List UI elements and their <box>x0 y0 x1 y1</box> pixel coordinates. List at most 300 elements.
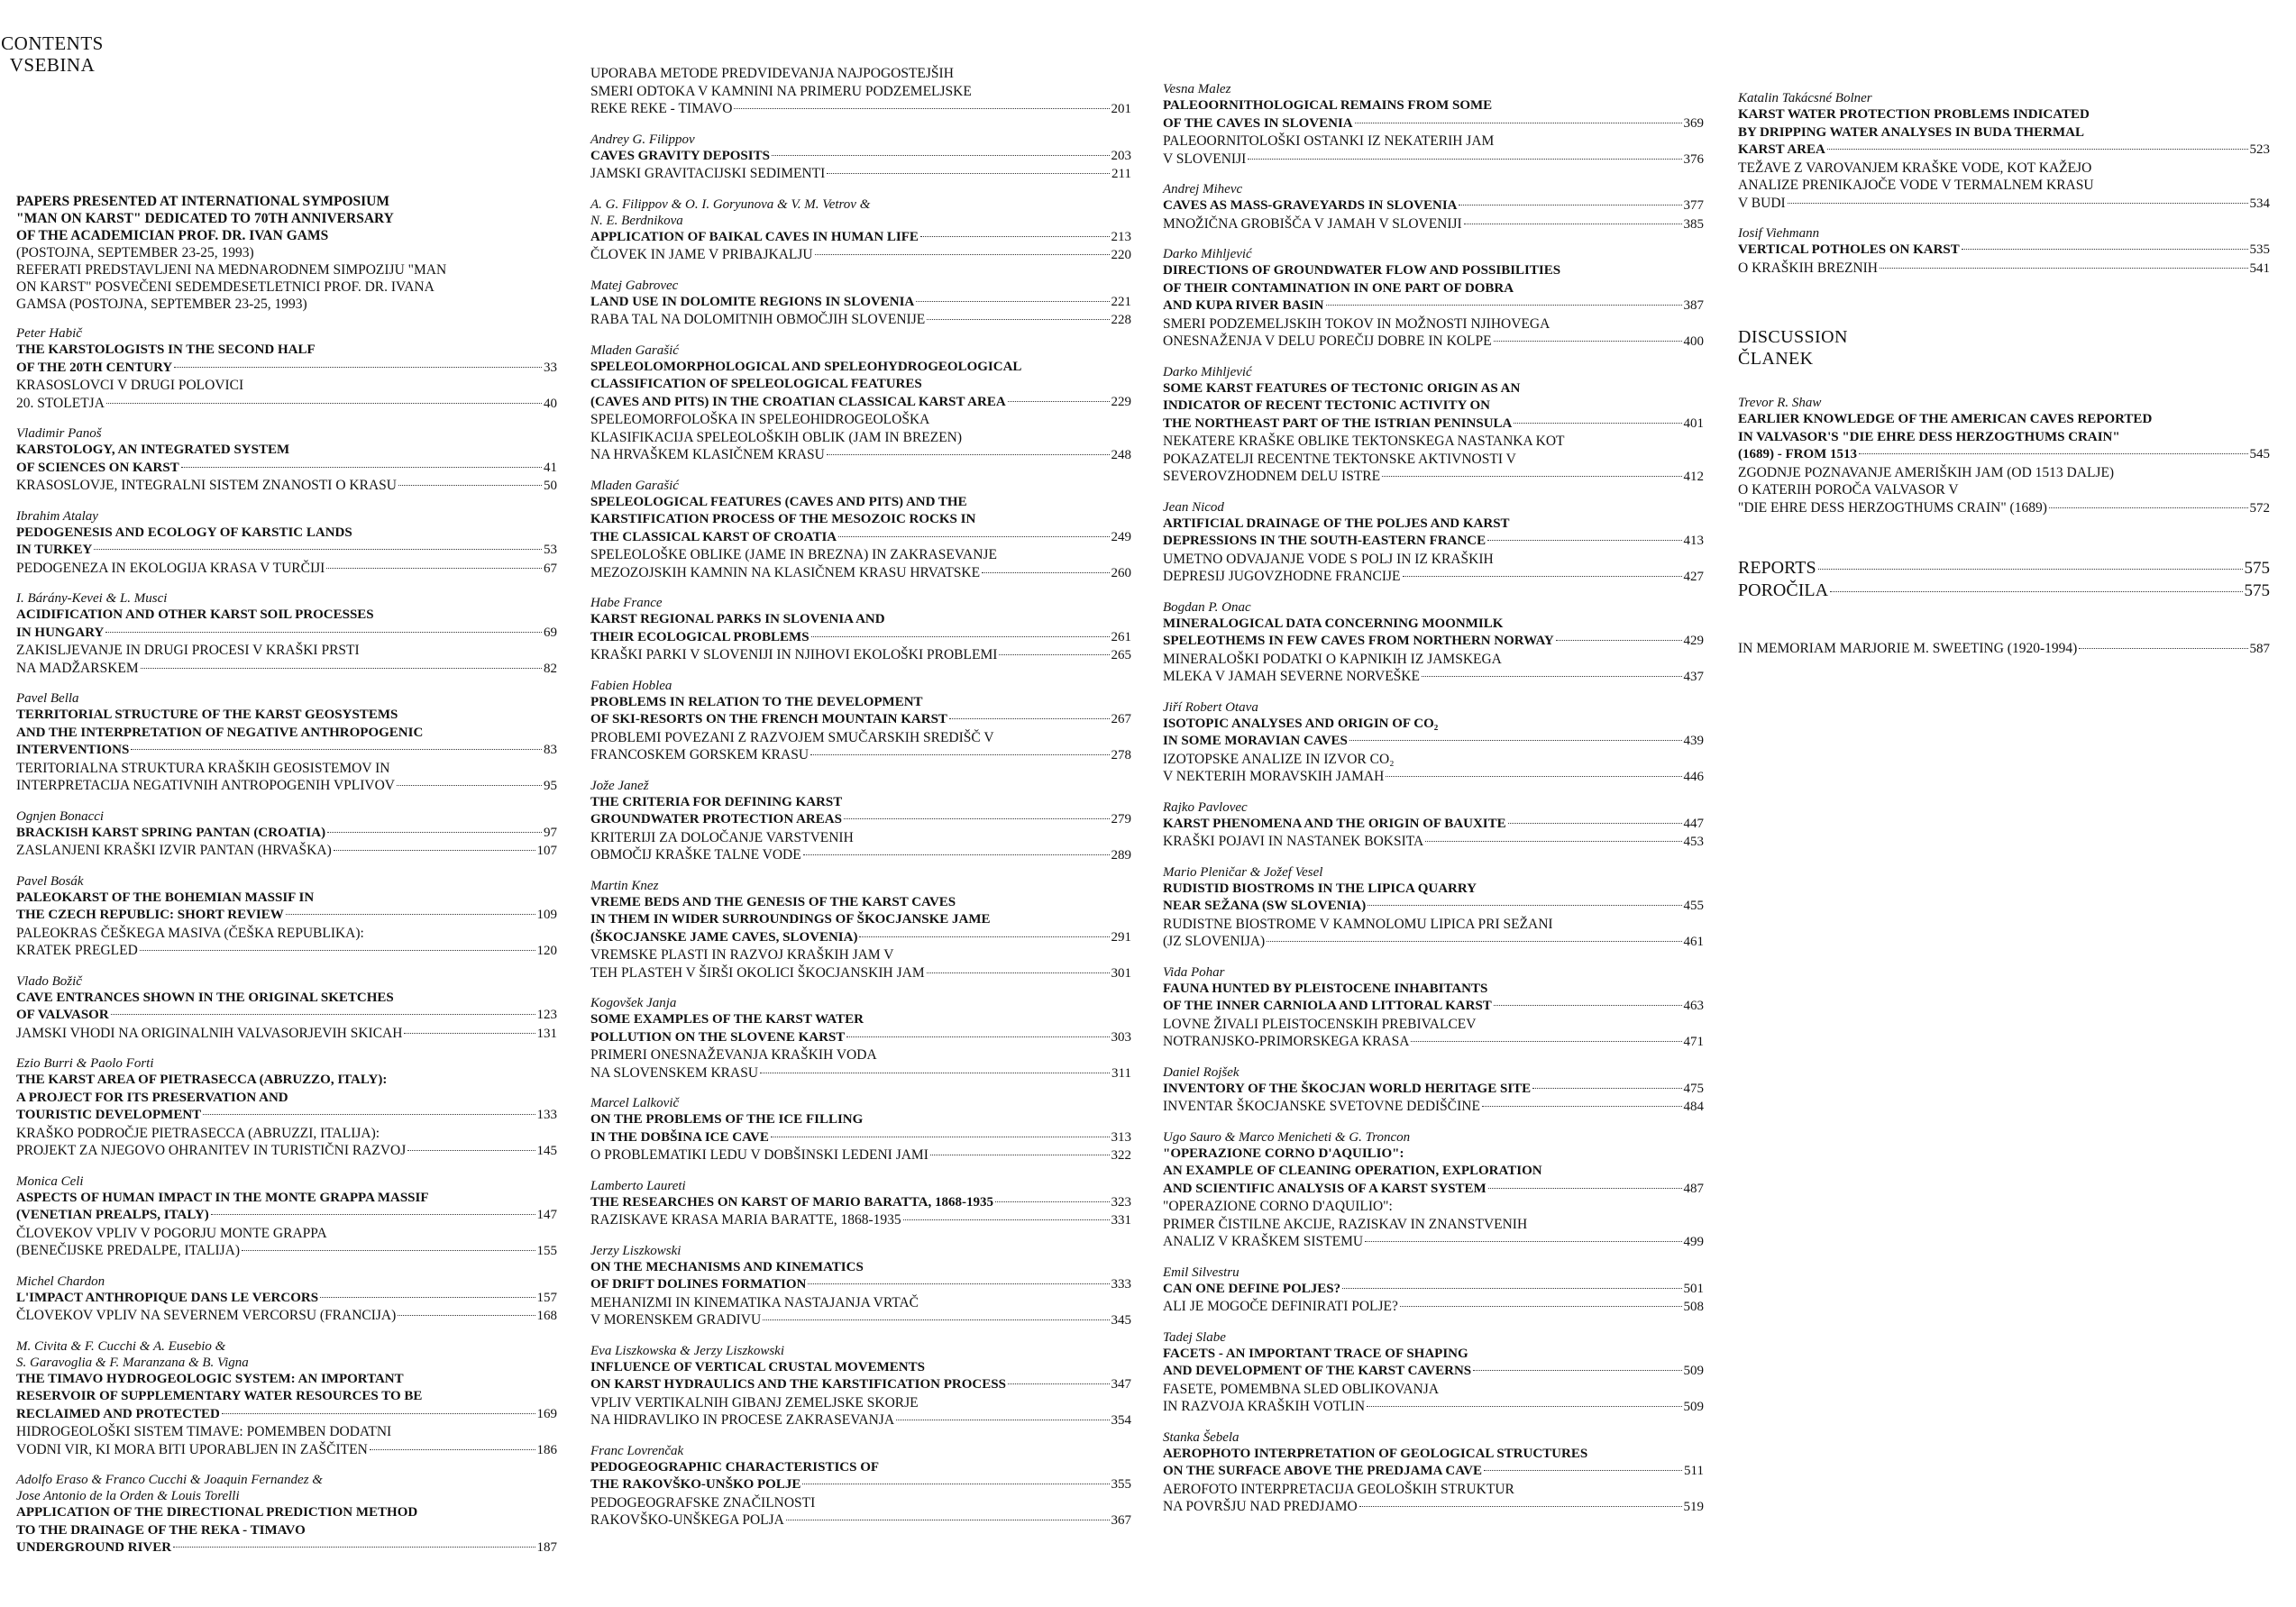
dot-leader <box>174 367 542 368</box>
entry-title-line[interactable] <box>1163 1181 1704 1199</box>
entry-title-line[interactable] <box>16 1207 557 1225</box>
line-text: AND THE INTERPRETATION OF NEGATIVE ANTHROPOGENIC <box>16 725 424 740</box>
page-number: 33 <box>544 360 557 375</box>
line-text: IN SOME MORAVIAN CAVES <box>1163 734 1348 748</box>
entry-title-line[interactable] <box>16 1290 557 1308</box>
line-text: (JZ SLOVENIJA) <box>1163 934 1266 949</box>
entry-translation-line[interactable] <box>16 942 557 961</box>
toc-entry <box>16 973 557 1044</box>
entry-author: Ibrahim Atalay <box>16 508 98 524</box>
entry-translation-line[interactable] <box>1163 768 1704 787</box>
line-text: AND KUPA RIVER BASIN <box>1163 298 1324 313</box>
entry-title-line <box>1163 1446 1704 1464</box>
entry-title-line[interactable] <box>1163 998 1704 1016</box>
discussion-heading-sl: ČLANEK <box>1738 349 1814 369</box>
entry-author: Mladen Garašić <box>590 342 679 358</box>
entry-title-line[interactable] <box>1163 1081 1704 1099</box>
entry-title-line[interactable] <box>1163 633 1704 651</box>
line-text: EARLIER KNOWLEDGE OF THE AMERICAN CAVES REPORTED <box>1738 412 2153 426</box>
line-text: KARSTIFICATION PROCESS OF THE MESOZOIC ROCKS IN <box>590 512 976 526</box>
entry-translation-line[interactable] <box>16 842 557 861</box>
line-text: POLLUTION ON THE SLOVENE KARST <box>590 1029 846 1045</box>
entry-translation-line[interactable] <box>590 564 1131 583</box>
page-number: 291 <box>1111 929 1131 945</box>
intro-en-line: OF THE ACADEMICIAN PROF. DR. IVAN GAMS <box>16 228 329 243</box>
toc-entry <box>590 132 1131 184</box>
entry-author: Lamberto Laureti <box>590 1178 686 1193</box>
page-number: 213 <box>1111 229 1131 244</box>
toc-entry <box>590 1095 1131 1165</box>
entry-title-line[interactable] <box>590 1029 1131 1047</box>
entry-author: N. E. Berdnikova <box>590 213 683 228</box>
entry-title-line[interactable] <box>16 825 557 843</box>
entry-translation-line[interactable] <box>590 1411 1131 1430</box>
line-text: 20. STOLETJA <box>16 395 105 411</box>
line-text: KARST REGIONAL PARKS IN SLOVENIA AND <box>590 612 885 626</box>
dot-leader <box>407 1150 535 1151</box>
page-number: 575 <box>2244 559 2270 578</box>
line-text: OF DRIFT DOLINES FORMATION <box>590 1277 807 1292</box>
entry-title-line[interactable] <box>590 711 1131 729</box>
line-text: PALEOORNITHOLOGICAL REMAINS FROM SOME <box>1163 98 1493 113</box>
line-text: NOTRANJSKO-PRIMORSKEGA KRASA <box>1163 1034 1410 1049</box>
entry-translation-line <box>590 729 1131 747</box>
entry-title-line <box>1163 981 1704 999</box>
entry-author: I. Bárány-Kevei & L. Musci <box>16 591 168 606</box>
entry-translation-line[interactable] <box>590 1146 1131 1165</box>
line-text: PROJEKT ZA NJEGOVO OHRANITEV IN TURISTIČNI RAZVOJ <box>16 1143 407 1158</box>
line-text: FACETS - AN IMPORTANT TRACE OF SHAPING <box>1163 1346 1468 1361</box>
entry-title-line <box>16 1072 557 1090</box>
page-number: 155 <box>536 1244 557 1258</box>
line-text: THE KARST AREA OF PIETRASECCA (ABRUZZO, ITALY): <box>16 1073 388 1087</box>
entry-title-line[interactable] <box>16 1007 557 1025</box>
entry-author: A. G. Filippov & O. I. Goryunova & V. M. Vetrov & <box>590 196 871 212</box>
dot-leader <box>1400 1306 1682 1307</box>
entry-translation-line <box>590 946 1131 964</box>
line-text: KRITERIJI ZA DOLOČANJE VARSTVENIH <box>590 829 854 845</box>
line-text: APPLICATION OF THE DIRECTIONAL PREDICTION METHOD <box>16 1505 418 1520</box>
line-text: (VENETIAN PREALPS, ITALY) <box>16 1208 209 1222</box>
entry-author: Martin Knez <box>590 878 659 893</box>
page-number: 412 <box>1683 470 1704 484</box>
entry-title-line[interactable] <box>590 1376 1131 1394</box>
entry-translation-line <box>590 546 1131 564</box>
dot-leader <box>397 785 542 786</box>
toc-entry <box>590 478 1131 583</box>
entry-title-line[interactable] <box>590 929 1131 947</box>
toc-entry <box>590 1343 1131 1430</box>
entry-translation-line[interactable] <box>1163 833 1704 852</box>
entry-title-line[interactable] <box>16 542 557 560</box>
entry-title-line[interactable] <box>1738 142 2270 160</box>
page-number: 333 <box>1111 1277 1131 1292</box>
entry-title-line <box>1163 280 1704 298</box>
line-text: OF THEIR CONTAMINATION IN ONE PART OF DOBRA <box>1163 280 1514 296</box>
entry-author: Pavel Bosák <box>16 873 84 889</box>
entry-title-line[interactable] <box>590 1194 1131 1212</box>
entry-author: Ugo Sauro & Marco Menicheti & G. Troncon <box>1163 1129 1411 1145</box>
dot-leader <box>844 818 1110 819</box>
entry-translation-line[interactable] <box>1163 568 1704 587</box>
line-text: NA SLOVENSKEM KRASU <box>590 1064 759 1081</box>
entry-translation-line <box>1163 451 1704 469</box>
entry-title-line <box>1163 262 1704 280</box>
page-number: 387 <box>1683 298 1704 313</box>
line-text: ON THE MECHANISMS AND KINEMATICS <box>590 1259 864 1274</box>
entry-translation-line[interactable] <box>1163 1033 1704 1052</box>
line-text: (CAVES AND PITS) IN THE CROATIAN CLASSICAL KARST AREA <box>590 394 1006 409</box>
dot-leader <box>131 749 542 750</box>
entry-translation-line[interactable] <box>590 165 1131 184</box>
page-number: 475 <box>1683 1081 1704 1096</box>
entry-title-line <box>16 342 557 360</box>
entry-title-line[interactable] <box>1163 297 1704 315</box>
entry-translation-line <box>1163 1016 1704 1034</box>
toc-entry <box>590 65 1131 119</box>
entry-translation-line[interactable] <box>1163 1298 1704 1317</box>
entry-translation-line <box>16 925 557 943</box>
entry-title-line[interactable] <box>1163 1363 1704 1381</box>
line-text: IN HUNGARY <box>16 625 105 640</box>
entry-title-line <box>1163 616 1704 634</box>
dot-leader <box>370 1449 535 1450</box>
entry-author: Ezio Burri & Paolo Forti <box>16 1056 154 1071</box>
toc-entry <box>16 1274 557 1326</box>
line-text: IZOTOPSKE ANALIZE IN IZVOR CO₂ <box>1163 751 1395 767</box>
entry-translation-line[interactable] <box>16 660 557 679</box>
line-text: V BUDI <box>1738 195 1786 211</box>
reports-line-sl[interactable] <box>1738 580 2270 602</box>
dot-leader <box>734 108 1109 109</box>
line-text: O PROBLEMATIKI LEDU V DOBŠINSKI LEDENI JAMI <box>590 1147 928 1163</box>
entry-title-line[interactable] <box>1738 446 2270 464</box>
entry-translation-line[interactable] <box>16 777 557 796</box>
page-number: 265 <box>1111 648 1131 662</box>
page-number: 40 <box>544 396 557 411</box>
line-text: IN RAZVOJA KRAŠKIH VOTLIN <box>1163 1399 1366 1414</box>
line-text: ZASLANJENI KRAŠKI IZVIR PANTAN (HRVAŠKA) <box>16 843 332 858</box>
line-text: OF SCIENCES ON KARST <box>16 460 179 475</box>
line-text: AEROFOTO INTERPRETACIJA GEOLOŠKIH STRUKTUR <box>1163 1481 1514 1497</box>
intro-sl-line: GAMSA (POSTOJNA, SEPTEMBER 23-25, 1993) <box>16 297 307 312</box>
page-number: 53 <box>544 543 557 557</box>
page-number: 187 <box>536 1540 557 1555</box>
line-text: A PROJECT FOR ITS PRESERVATION AND <box>16 1090 288 1105</box>
dot-leader <box>141 668 542 669</box>
page-number: 95 <box>544 779 557 793</box>
line-text: INDICATOR OF RECENT TECTONIC ACTIVITY ON <box>1163 398 1490 413</box>
entry-author: Pavel Bella <box>16 691 79 706</box>
entry-translation-line[interactable] <box>1163 668 1704 687</box>
entry-author: Eva Liszkowska & Jerzy Liszkowski <box>590 1343 784 1358</box>
line-text: KRAŠKI PARKI V SLOVENIJI IN NJIHOVI EKOLOŠKI PROBLEMI <box>590 647 998 662</box>
line-text: MLEKA V JAMAH SEVERNE NORVEŠKE <box>1163 669 1420 684</box>
entry-translation-line[interactable] <box>590 846 1131 865</box>
entry-title-line <box>16 725 557 743</box>
entry-title-line[interactable] <box>16 1406 557 1424</box>
memoriam-label: IN MEMORIAM MARJORIE M. SWEETING (1920-1994) <box>1738 641 2078 656</box>
entry-translation-line[interactable] <box>590 646 1131 665</box>
line-text: TEH PLASTEH V ŠIRŠI OKOLICI ŠKOCJANSKIH JAM <box>590 964 925 981</box>
entry-author: Jose Antonio de la Orden & Louis Torelli <box>16 1489 240 1503</box>
entry-translation-line[interactable] <box>1738 260 2270 278</box>
line-text: PEDOGEOGRAFSKE ZNAČILNOSTI <box>590 1494 816 1511</box>
entry-translation-line[interactable] <box>590 1064 1131 1083</box>
toc-entry <box>1163 1064 1704 1117</box>
toc-entry <box>16 1472 557 1557</box>
page-number: 260 <box>1111 565 1131 580</box>
page-number: 145 <box>536 1144 557 1158</box>
entry-author: Tadej Slabe <box>1163 1329 1226 1345</box>
entry-title-line <box>590 894 1131 912</box>
toc-entry <box>590 196 1131 265</box>
entry-translation-line[interactable] <box>16 1441 557 1460</box>
entry-translation-line[interactable] <box>1163 151 1704 169</box>
page-number: 323 <box>1111 1194 1131 1210</box>
entry-translation-line[interactable] <box>590 1511 1131 1530</box>
entry-translation-line <box>590 65 1131 83</box>
entry-translation-line[interactable] <box>1163 1398 1704 1417</box>
entry-title-line[interactable] <box>1163 733 1704 751</box>
dot-leader <box>1827 149 2248 150</box>
line-text: NA HRVAŠKEM KLASIČNEM KRASU <box>590 447 825 462</box>
entry-translation-line[interactable] <box>1163 215 1704 234</box>
entry-title-line[interactable] <box>1163 816 1704 834</box>
line-text: SPELEOLOMORPHOLOGICAL AND SPELEOHYDROGEOLOGICAL <box>590 359 1022 374</box>
page-number: 67 <box>544 561 557 576</box>
entry-translation-line[interactable] <box>16 560 557 579</box>
entry-translation-line[interactable] <box>16 1025 557 1044</box>
page-number: 331 <box>1111 1213 1131 1228</box>
entry-title-line[interactable] <box>16 625 557 643</box>
line-text: PEDOGENEZA IN EKOLOGIJA KRASA V TURČIJI <box>16 560 325 576</box>
entry-translation-line[interactable] <box>16 1242 557 1261</box>
line-text: ACIDIFICATION AND OTHER KARST SOIL PROCESSES <box>16 607 374 622</box>
line-text: CAN ONE DEFINE POLJES? <box>1163 1281 1341 1296</box>
line-text: FRANCOSKEM GORSKEM KRASU <box>590 747 810 762</box>
line-text: ASPECTS OF HUMAN IMPACT IN THE MONTE GRAPPA MASSIF <box>16 1190 429 1205</box>
entry-title-line <box>590 511 1131 529</box>
entry-title-line <box>16 1504 557 1522</box>
entry-title-line[interactable] <box>16 360 557 378</box>
reports-line[interactable] <box>1738 557 2270 580</box>
entry-author: Jože Janež <box>590 778 649 793</box>
entry-title-line[interactable] <box>590 229 1131 247</box>
dot-leader <box>1411 1041 1681 1042</box>
toc-entry <box>1163 1265 1704 1317</box>
entry-translation-line <box>1163 315 1704 333</box>
entry-translation-line[interactable] <box>590 100 1131 119</box>
page-number: 509 <box>1683 1400 1704 1414</box>
entry-title-line <box>16 607 557 625</box>
entry-translation-line[interactable] <box>1738 195 2270 214</box>
toc-entry <box>590 1243 1131 1330</box>
entry-title-line[interactable] <box>590 1129 1131 1147</box>
dot-leader <box>1473 1370 1681 1371</box>
entry-title-line[interactable] <box>16 907 557 925</box>
dot-leader <box>1962 249 2248 250</box>
entry-title-line[interactable] <box>16 742 557 760</box>
entry-translation-line <box>1738 464 2270 482</box>
toc-entry <box>590 778 1131 865</box>
entry-translation-line <box>590 429 1131 447</box>
dot-leader <box>846 1036 1109 1037</box>
line-text: INTERVENTIONS <box>16 743 130 757</box>
dot-leader <box>334 850 535 851</box>
page-number: 463 <box>1683 999 1704 1013</box>
entry-translation-line[interactable] <box>590 446 1131 465</box>
page-number: 439 <box>1683 734 1704 748</box>
entry-title-line <box>16 707 557 725</box>
page-number: 413 <box>1683 534 1704 548</box>
line-text: VERTICAL POTHOLES ON KARST <box>1738 242 1960 257</box>
line-text: BRACKISH KARST SPRING PANTAN (CROATIA) <box>16 825 326 840</box>
entry-translation-line[interactable] <box>1163 933 1704 952</box>
page-number: 168 <box>536 1309 557 1323</box>
entry-translation-line <box>590 1046 1131 1064</box>
line-text: KRATEK PREGLED <box>16 943 138 958</box>
page-number: 446 <box>1683 770 1704 784</box>
page-number: 313 <box>1111 1129 1131 1145</box>
entry-title-line[interactable] <box>590 529 1131 547</box>
entry-title-line <box>1163 716 1704 734</box>
entry-title-line[interactable] <box>590 1476 1131 1494</box>
toc-entry <box>16 425 557 496</box>
column-3 <box>1163 0 1704 1529</box>
line-text: ON THE SURFACE ABOVE THE PREDJAMA CAVE <box>1163 1464 1482 1478</box>
dot-leader <box>1359 1506 1682 1507</box>
entry-title-line[interactable] <box>590 394 1131 412</box>
entry-translation-line[interactable] <box>1163 333 1704 352</box>
entry-title-line[interactable] <box>1163 1281 1704 1299</box>
entry-title-line[interactable] <box>16 1539 557 1557</box>
entry-title-line <box>590 1011 1131 1029</box>
entry-title-line <box>1163 97 1704 115</box>
entry-author: Habe France <box>590 596 663 610</box>
entry-title-line[interactable] <box>590 1276 1131 1294</box>
entry-title-line[interactable] <box>590 294 1131 312</box>
line-text: RABA TAL NA DOLOMITNIH OBMOČJIH SLOVENIJE <box>590 312 926 327</box>
toc-entry <box>1738 225 2270 278</box>
entry-translation-line <box>1163 1481 1704 1499</box>
entry-translation-line[interactable] <box>16 395 557 414</box>
entry-translation-line[interactable] <box>590 246 1131 265</box>
entry-title-line[interactable] <box>590 148 1131 166</box>
entry-title-line[interactable] <box>16 460 557 478</box>
dot-leader <box>1482 1106 1682 1107</box>
entry-translation-line[interactable] <box>1163 1098 1704 1117</box>
dot-leader <box>1342 1288 1681 1289</box>
entry-title-line[interactable] <box>1163 533 1704 551</box>
entry-title-line[interactable] <box>1163 415 1704 434</box>
page-number: 367 <box>1111 1513 1131 1528</box>
toc-entry <box>1163 1329 1704 1417</box>
entry-author: Franc Lovrenčak <box>590 1443 684 1458</box>
page-number: 427 <box>1683 570 1704 584</box>
entry-translation-line[interactable] <box>16 1142 557 1161</box>
entry-title-line[interactable] <box>1163 197 1704 215</box>
dot-leader <box>1859 453 2247 454</box>
discussion-heading: DISCUSSION <box>1738 327 1848 347</box>
line-text: SPELEOLOGICAL FEATURES (CAVES AND PITS) AND THE <box>590 494 967 509</box>
dot-leader <box>203 1114 535 1115</box>
entry-translation-line <box>590 1294 1131 1312</box>
entry-title-line <box>1738 106 2270 124</box>
dot-leader <box>242 1250 535 1251</box>
line-text: MINERALOGICAL DATA CONCERNING MOONMILK <box>1163 616 1504 631</box>
vsebina-heading: VSEBINA <box>9 54 96 76</box>
page-number: 545 <box>2249 447 2270 461</box>
entry-translation-line[interactable] <box>590 1211 1131 1230</box>
page-number: 587 <box>2249 642 2270 656</box>
page-number: 401 <box>1683 415 1704 431</box>
entry-author: Darko Mihljević <box>1163 247 1252 261</box>
line-text: ANALIZ V KRAŠKEM SISTEMU <box>1163 1234 1364 1249</box>
entry-translation-line[interactable] <box>1163 1498 1704 1517</box>
dot-leader <box>1494 1005 1682 1006</box>
entry-translation-line[interactable] <box>1163 1233 1704 1252</box>
entry-translation-line <box>590 1394 1131 1412</box>
line-text: VPLIV VERTIKALNIH GIBANJ ZEMELJSKE SKORJE <box>590 1394 919 1411</box>
entry-title-line[interactable] <box>1163 898 1704 916</box>
dot-leader <box>815 254 1110 255</box>
entry-title-line[interactable] <box>590 811 1131 829</box>
line-text: O KATERIH POROČA VALVASOR V <box>1738 482 1959 498</box>
memoriam-line[interactable] <box>1738 640 2270 659</box>
column-1 <box>1 0 557 1570</box>
entry-translation-line[interactable] <box>1163 468 1704 487</box>
entry-title-line[interactable] <box>590 629 1131 647</box>
entry-title-line[interactable] <box>1738 242 2270 260</box>
page-number: 385 <box>1683 216 1704 232</box>
entry-translation-line[interactable] <box>16 477 557 496</box>
line-text: AEROPHOTO INTERPRETATION OF GEOLOGICAL STRUCTURES <box>1163 1446 1588 1461</box>
entry-translation-line[interactable] <box>590 746 1131 765</box>
dot-leader <box>1508 823 1682 824</box>
line-text: V SLOVENIJI <box>1163 151 1247 167</box>
page-number: 82 <box>544 661 557 676</box>
entry-title-line[interactable] <box>1163 115 1704 133</box>
toc-entry <box>590 1178 1131 1230</box>
page-number: 487 <box>1683 1181 1704 1196</box>
line-text: ALI JE MOGOČE DEFINIRATI POLJE? <box>1163 1299 1398 1314</box>
entry-translation-line[interactable] <box>590 1311 1131 1330</box>
entry-translation-line[interactable] <box>16 1307 557 1326</box>
entry-translation-line[interactable] <box>590 311 1131 330</box>
entry-translation-line[interactable] <box>590 964 1131 983</box>
line-text: PROBLEMS IN RELATION TO THE DEVELOPMENT <box>590 694 923 709</box>
line-text: TOURISTIC DEVELOPMENT <box>16 1108 202 1122</box>
entry-title-line[interactable] <box>1163 1463 1704 1481</box>
entry-translation-line[interactable] <box>1738 499 2270 518</box>
reports-label: REPORTS <box>1738 558 1816 578</box>
entry-author: Trevor R. Shaw <box>1738 396 1822 410</box>
page-number: 377 <box>1683 198 1704 213</box>
toc-entry <box>16 1055 557 1161</box>
dot-leader <box>999 654 1109 655</box>
page-number: 301 <box>1111 965 1131 981</box>
dot-leader <box>811 636 1110 637</box>
page-number: 97 <box>544 825 557 840</box>
entry-author: Kogovšek Janja <box>590 996 677 1010</box>
entry-author: S. Garavoglia & F. Maranzana & B. Vigna <box>16 1355 249 1370</box>
entry-title-line <box>16 990 557 1008</box>
entry-list <box>1163 81 1704 1517</box>
line-text: ARTIFICIAL DRAINAGE OF THE POLJES AND KARST <box>1163 516 1510 531</box>
entry-title-line[interactable] <box>16 1107 557 1125</box>
line-text: ISOTOPIC ANALYSES AND ORIGIN OF CO₂ <box>1163 716 1439 731</box>
